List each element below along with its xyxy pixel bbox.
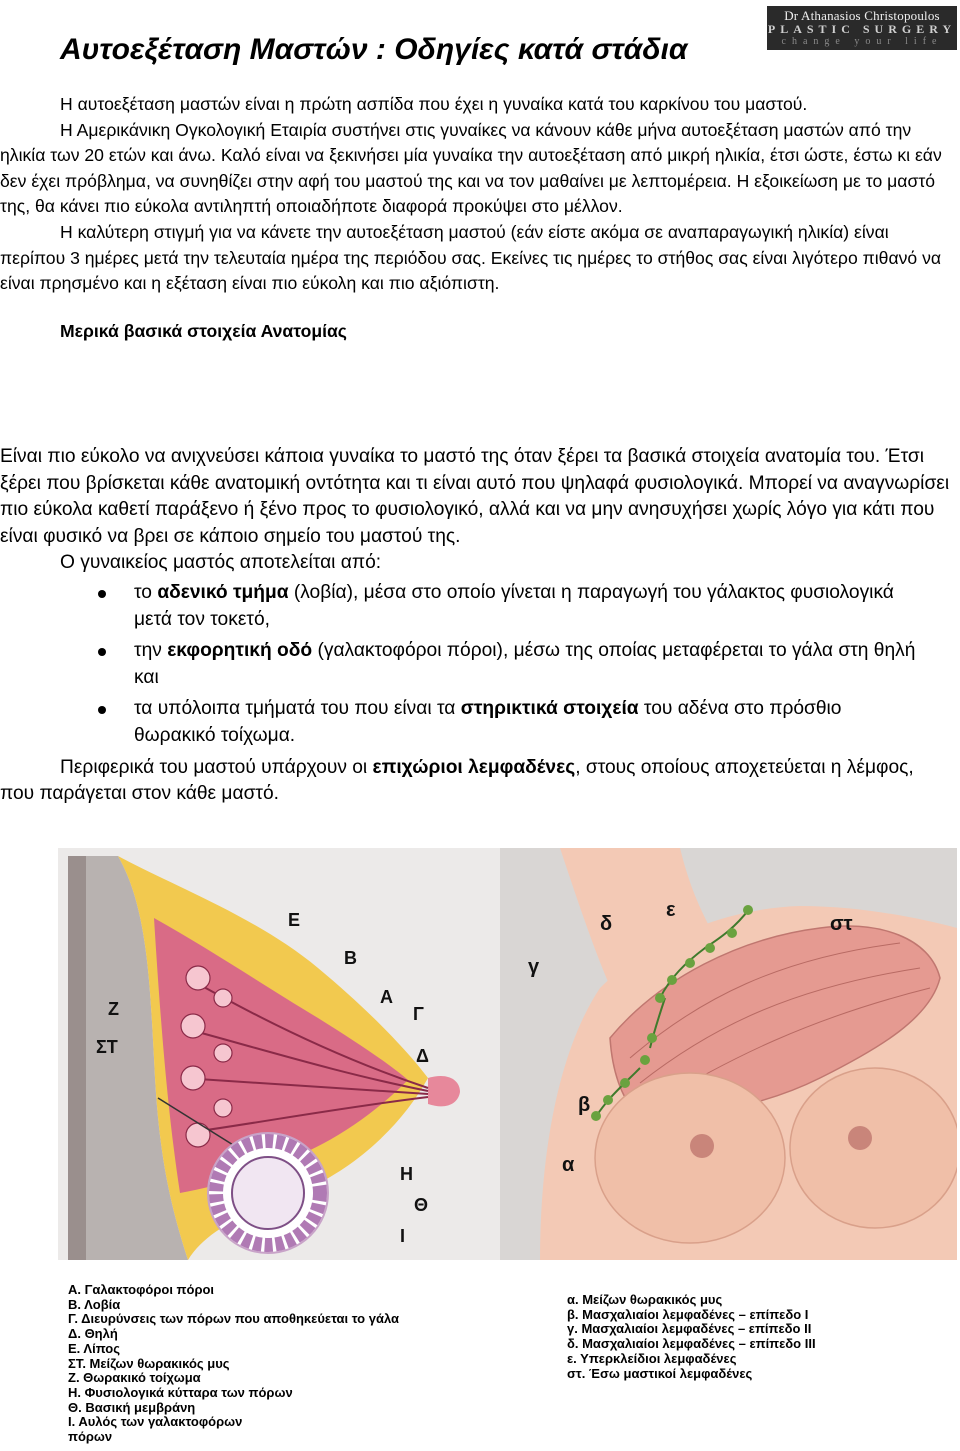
legend-item: Ι. Αυλός των γαλακτοφόρων — [68, 1414, 243, 1430]
anatomy-paragraph-3: Περιφερικά του μαστού υπάρχουν οι επιχώριοι λεμφαδένες, στους οποίους αποχετεύεται η λέμφος, που παράγεται στον κάθε μαστό. — [0, 756, 914, 805]
section-heading: Μερικά βασικά στοιχεία Ανατομίας — [60, 320, 347, 341]
label-epsilon: ε — [666, 899, 676, 921]
label-beta: β — [578, 1094, 591, 1116]
list-item: την εκφορητική οδό (γαλακτοφόροι πόροι), μέσω της οποίας μεταφέρεται το γάλα στη θηλή και — [0, 638, 952, 691]
label-ST: ΣΤ — [96, 1037, 118, 1057]
legend-item: Γ. Διευρύνσεις των πόρων που αποθηκεύεται το γάλα — [68, 1311, 400, 1327]
legend-item: α. Μείζων θωρακικός μυς — [567, 1292, 723, 1307]
legend-item: πόρων — [68, 1429, 113, 1445]
label-G: Γ — [413, 1004, 424, 1024]
label-st: στ — [830, 913, 853, 935]
anatomy-paragraph-1: Είναι πιο εύκολο να ανιχνεύσει κάποια γυναίκα το μαστό της όταν ξέρει τα βασικά στοιχεία ανατομία του. Έτσι ξέρει που βρίσκεται κάθε ανατομική οντότητα και τι είναι αυτό που ψηλαφά φυσιολογικά. Μπορεί να αναγνωρίσει πιο εύκολα καθετί παράξενο ή ξένο προς το φυσιολογικό, αλλά και να μην ανησυχήσει χωρίς λόγο για κάτι που είναι φυσικό να βρει σε κάποιο σημείο του μαστού της. — [0, 446, 950, 547]
legend-item: Δ. Θηλή — [68, 1326, 118, 1342]
legend-item: στ. Έσω μαστικοί λεμφαδένες — [567, 1365, 753, 1381]
label-H: Η — [400, 1164, 413, 1184]
legend-item: δ. Μασχαλιαίοι λεμφαδένες – επίπεδο III — [567, 1336, 816, 1352]
legend-item: ΣΤ. Μείζων θωρακικός μυς — [68, 1355, 230, 1371]
legend-item: β. Μασχαλιαίοι λεμφαδένες – επίπεδο I — [567, 1306, 809, 1322]
bullet-icon — [98, 590, 106, 598]
intro-text — [0, 92, 952, 363]
intro-paragraph-3: Η καλύτερη στιγμή για να κάνετε την αυτοεξέταση μαστού (εάν είστε ακόμα σε αναπαραγωγική ηλικία) είναι περίπου 3 ημέρες μετά την τελευταία ημέρα της περιόδου σας. Εκείνες τις ημέρες το στήθος σας είναι λιγότερο πιθανό να είναι πρησμένο και η εξέταση είναι πιο εύκολη και πιο αξιόπιστη. — [0, 221, 942, 294]
label-D: Δ — [416, 1046, 429, 1066]
figure-legend-right — [567, 1293, 816, 1381]
label-E: Ε — [288, 910, 301, 930]
label-TH: Θ — [414, 1195, 429, 1215]
page-title: Αυτοεξέταση Μαστών : Οδηγίες κατά στάδια — [60, 33, 688, 66]
logo — [767, 6, 957, 50]
label-gamma: γ — [528, 956, 540, 978]
label-I: Ι — [400, 1226, 406, 1246]
logo-specialty: PLASTIC SURGERY — [767, 22, 957, 36]
logo-tagline: change your life — [781, 36, 943, 47]
legend-item: ε. Υπερκλείδιοι λεμφαδένες — [567, 1350, 737, 1366]
label-Z: Ζ — [108, 999, 119, 1019]
label-delta: δ — [600, 913, 613, 935]
figure-legend-left — [68, 1283, 399, 1445]
list-item: το αδενικό τμήμα (λοβία), μέσα στο οποίο γίνεται η παραγωγή του γάλακτος φυσιολογικά μετά τον τοκετό, — [0, 580, 952, 633]
label-B: Β — [344, 948, 357, 968]
intro-paragraph-2: Η Αμερικάνικη Ογκολογική Εταιρία συστήνει στις γυναίκες να κάνουν κάθε μήνα αυτοεξέταση μαστών από την ηλικία των 20 ετών και άνω. Καλό είναι να ξεκινήσει μία γυναίκα την αυτοεξέταση από μικρή ηλικία, έτσι ώστε, έστω κι εάν δεν έχει πρόβλημα, να συνηθίζει στην αφή του μαστού της και να τον μαθαίνει με λεπτομέρεια. Η εξοικείωση με το μαστό της, θα κάνει πιο εύκολα αντιληπτή οποιαδήποτε διαφορά προκύψει στο μέλλον. — [0, 119, 942, 217]
legend-item: Θ. Βασική μεμβράνη — [68, 1399, 196, 1415]
lymph-nodes-illustration — [500, 848, 957, 1260]
anatomy-text — [0, 444, 952, 808]
legend-item: Α. Γαλακτοφόροι πόροι — [68, 1282, 215, 1297]
label-A: Α — [380, 987, 393, 1007]
breast-crosssection-illustration — [58, 848, 500, 1260]
legend-item: Ε. Λίπος — [68, 1340, 120, 1356]
legend-item: Η. Φυσιολογικά κύτταρα των πόρων — [68, 1384, 293, 1400]
logo-name: Dr Athanasios Christopoulos — [784, 8, 940, 23]
label-alpha: α — [562, 1154, 575, 1176]
bullet-icon — [98, 648, 106, 656]
anatomy-paragraph-2: Ο γυναικείος μαστός αποτελείται από: — [60, 552, 382, 574]
legend-item: γ. Μασχαλιαίοι λεμφαδένες – επίπεδο II — [567, 1321, 812, 1337]
legend-item: Β. Λοβία — [68, 1296, 121, 1312]
intro-paragraph-1: Η αυτοεξέταση μαστών είναι η πρώτη ασπίδα που έχει η γυναίκα κατά του καρκίνου του μαστού. — [60, 94, 808, 114]
legend-item: Ζ. Θωρακικό τοίχωμα — [68, 1370, 201, 1386]
list-item: τα υπόλοιπα τμήματά του που είναι τα στηρικτικά στοιχεία του αδένα στο πρόσθιο θωρακικό τοίχωμα. — [0, 696, 952, 749]
components-list — [0, 580, 952, 750]
bullet-icon — [98, 706, 106, 714]
